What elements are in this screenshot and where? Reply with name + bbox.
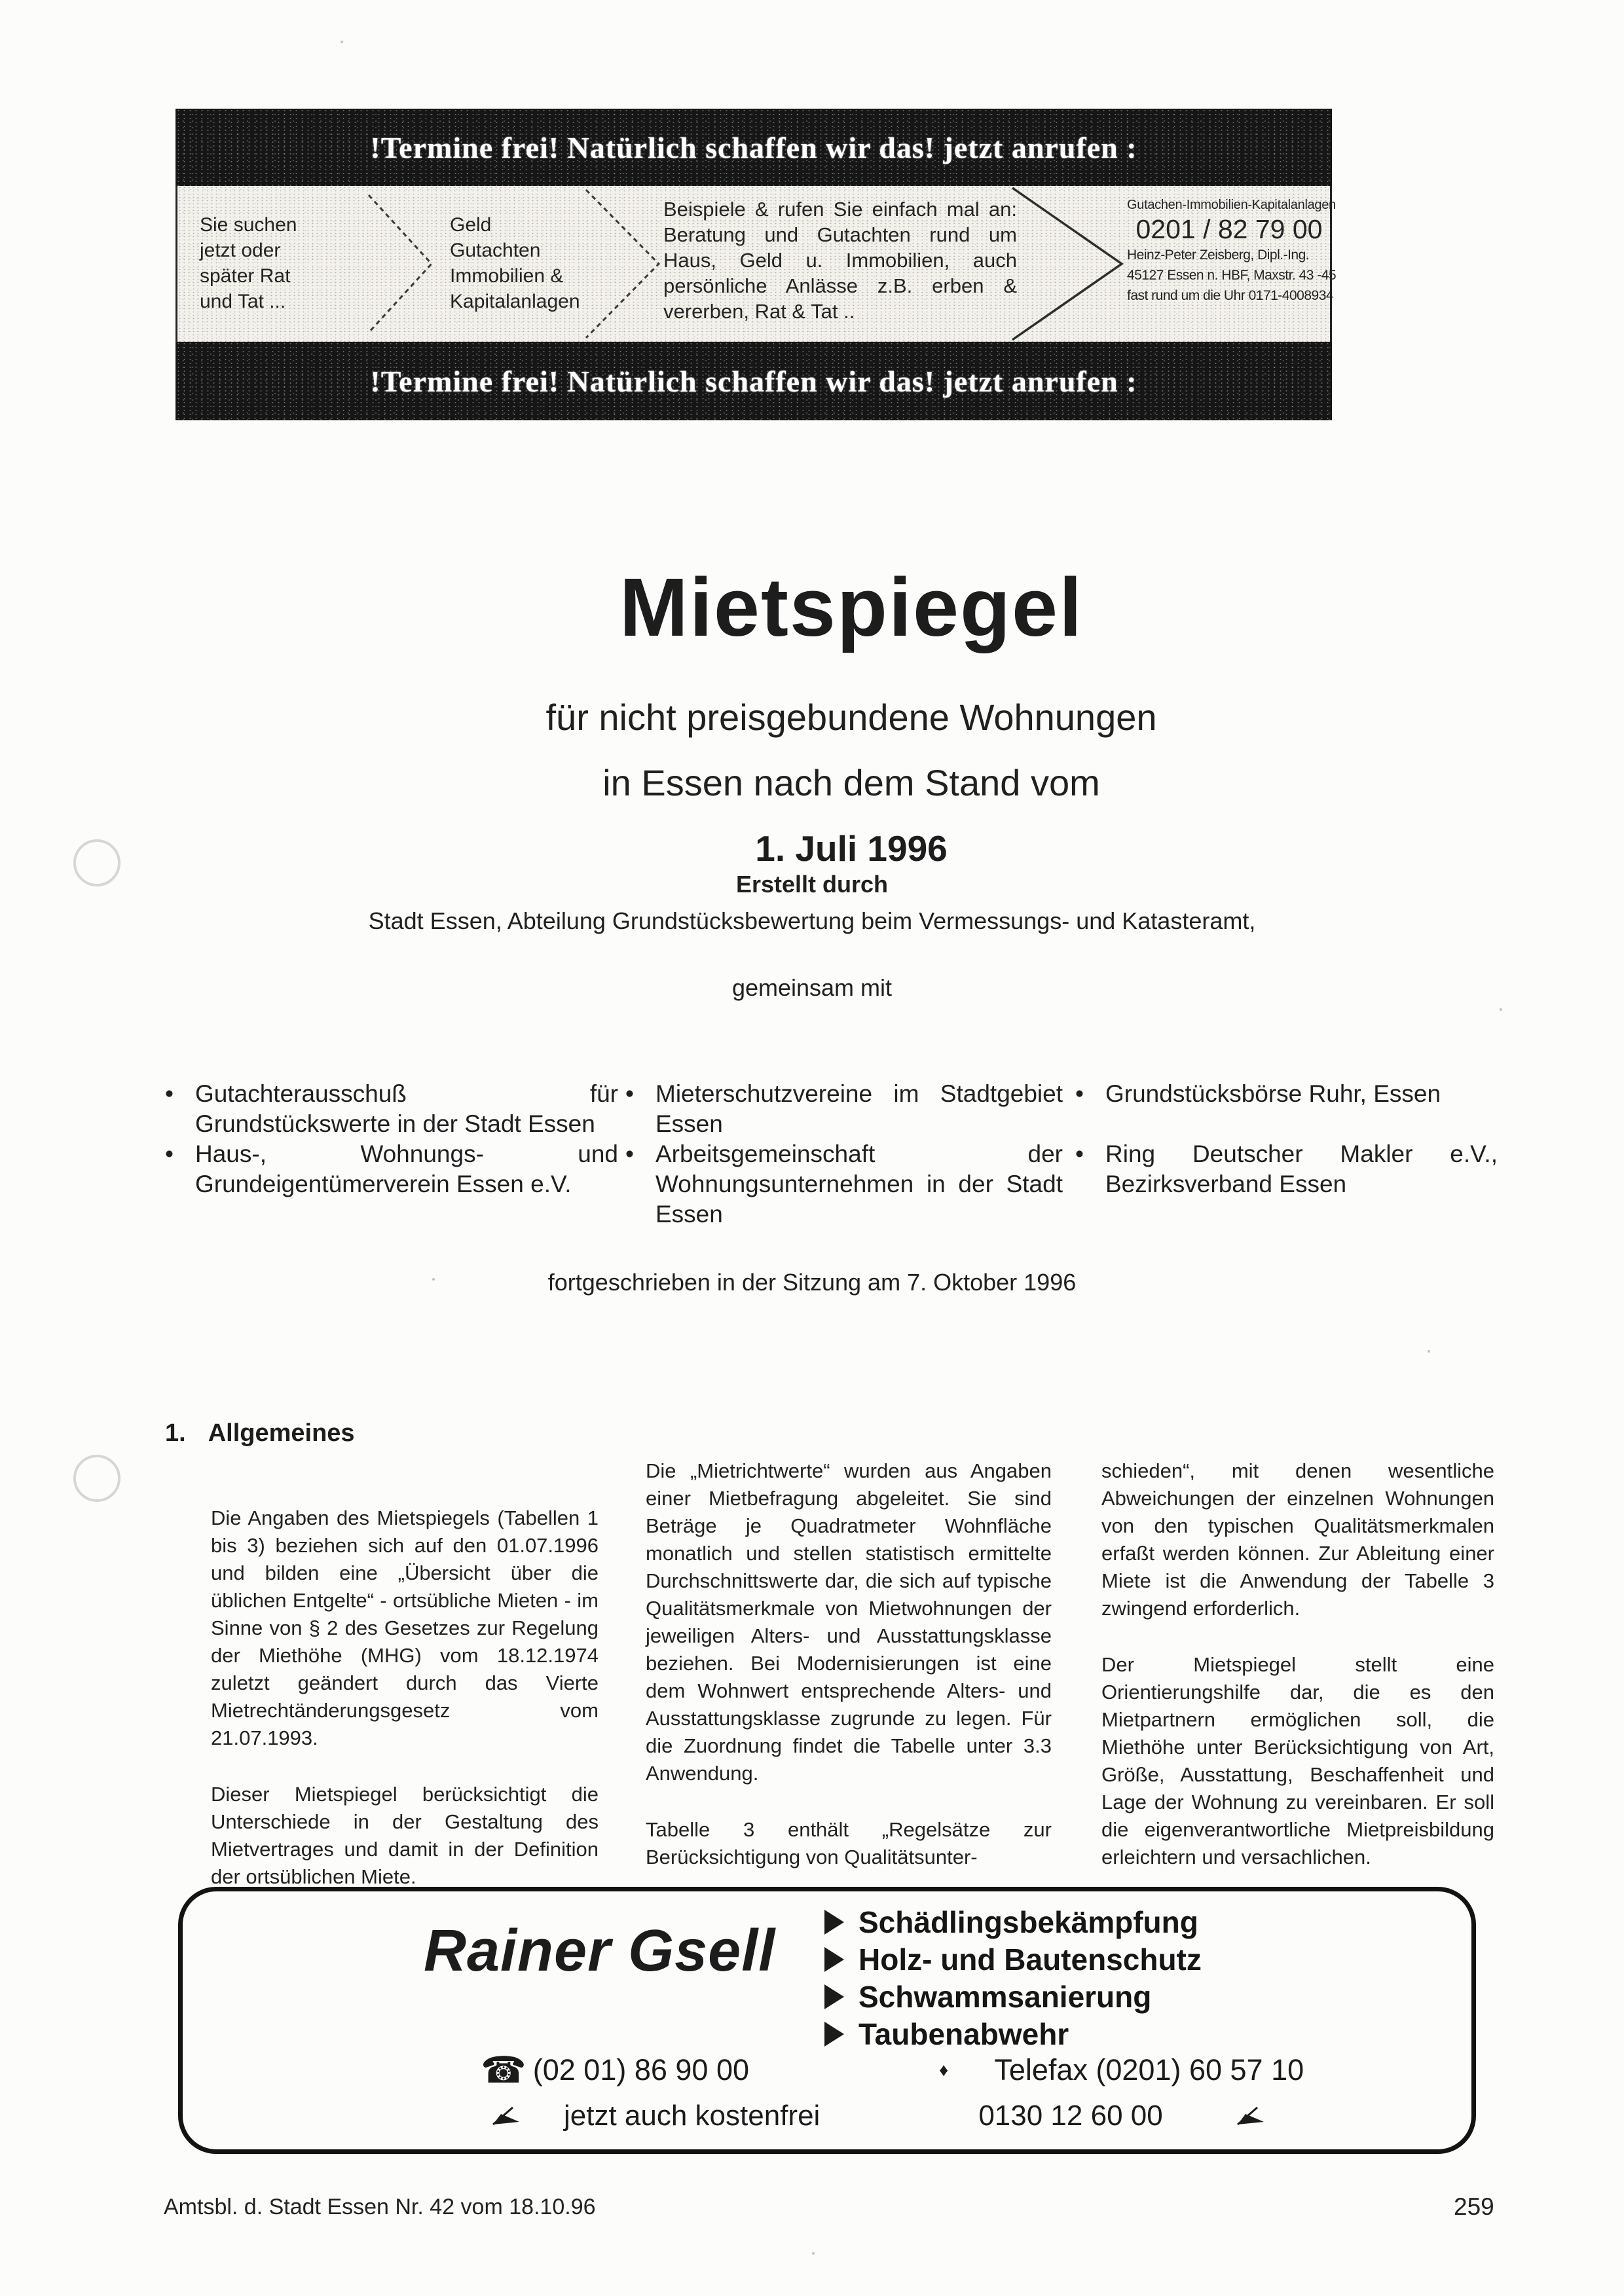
created-by-block: [0, 869, 1624, 1003]
ad-banner-text: !Termine frei! Natürlich schaffen wir das! jetzt anrufen :: [370, 130, 1137, 164]
scan-speck: [1428, 1350, 1430, 1353]
list-item: [1075, 1139, 1498, 1199]
list-item: [1075, 1079, 1498, 1109]
document-title: Mietspiegel: [619, 561, 1084, 653]
ad-segment-offer: [450, 212, 580, 314]
ad-segment-line: jetzt oder: [200, 240, 281, 261]
diamond-icon: ♦: [939, 2060, 949, 2080]
ad-segment-line: Immobilien &: [450, 265, 564, 287]
service-name: Schwammsanierung: [858, 1979, 1152, 2014]
arrow-bullet-icon: [824, 1947, 844, 1972]
created-by-joint: gemeinsam mit: [731, 974, 893, 1001]
bullet-icon: •: [165, 1080, 174, 1107]
list-item: [165, 1139, 618, 1199]
bullet-icon: •: [625, 1080, 634, 1107]
bullet-icon: •: [1075, 1140, 1084, 1167]
ad-segment-line: Geld: [450, 214, 492, 236]
paragraph: Tabelle 3 enthält „Regelsätze zur Berücksichtigung von Qualitätsunter-: [646, 1818, 1052, 1868]
section-number: 1.: [165, 1419, 186, 1447]
created-by-body: Stadt Essen, Abteilung Grundstücksbewertung beim Vermessungs- und Katasteramt,: [368, 907, 1256, 934]
ad-middle-strip: [175, 186, 1337, 342]
contact-row-phone: [481, 2049, 1304, 2092]
scan-speck: [341, 41, 343, 43]
pennant-icon: [490, 2105, 522, 2127]
footer-source: Amtsbl. d. Stadt Essen Nr. 42 vom 18.10.96: [164, 2195, 596, 2219]
ad-contact-header: Gutachen-Immobilien-Kapitalanlagen: [1127, 198, 1336, 212]
body-column-2: [646, 1457, 1052, 1900]
ad-contact-phone: 0201 / 82 79 00: [1135, 214, 1323, 244]
page-number: 259: [1454, 2193, 1494, 2220]
participant-name: Gutachterausschuß für Grundstückswerte in der Stadt Essen: [195, 1080, 618, 1137]
ad-segment-examples: Beispiele & rufen Sie einfach mal an: Beratung und Gutachten rund um Haus, Geld u. Immobilien, auch persönliche Anlässe z.B. erben & vererben, Rat & Tat ..: [663, 198, 1017, 323]
update-note: fortgeschrieben in der Sitzung am 7. Oktober 1996: [547, 1269, 1077, 1296]
scan-speck: [812, 2252, 815, 2255]
service-name: Holz- und Bautenschutz: [858, 1942, 1202, 1977]
list-item: [625, 1079, 1063, 1139]
arrow-bullet-icon: [824, 2022, 844, 2047]
paragraph: schieden“, mit denen wesentliche Abweichungen der einzelnen Wohnungen von den typischen Qualitätsmerkmalen erfaßt werden können. Zur Ableitung einer Miete ist die Anwendung der Tabelle 3 zwingend erforderlich.: [1101, 1459, 1494, 1620]
bullet-icon: •: [625, 1140, 634, 1167]
list-item: [165, 1079, 618, 1139]
created-by-heading: Erstellt durch: [735, 871, 889, 898]
participant-name: Ring Deutscher Makler e.V., Bezirksverband Essen: [1105, 1140, 1498, 1197]
service-name: Schädlingsbekämpfung: [858, 1904, 1198, 1939]
paragraph: Der Mietspiegel stellt eine Orientierungshilfe dar, die es den Mietpartnern ermöglichen soll, die Miethöhe unter Berücksichtigung von Art, Größe, Ausstattung, Beschaffenheit und Lage der Wohnung zu vereinbaren. Er soll die eigenverantwortliche Mietpreisbildung erleichtern und versachlichen.: [1101, 1653, 1494, 1868]
ad-banner-text: !Termine frei! Natürlich schaffen wir das! jetzt anrufen :: [370, 364, 1137, 398]
top-advertisement: [175, 109, 1337, 420]
list-item: [824, 1978, 1202, 2015]
participants-column-3: [1075, 1079, 1498, 1199]
chevron-divider-icon: [366, 191, 435, 337]
paragraph: Die „Mietrichtwerte“ wurden aus Angaben einer Mietbefragung abgeleitet. Sie sind Beträge je Quadratmeter Wohnfläche monatlich und stellen statistisch ermittelte Durchschnittswerte dar, die sich auf typische Qualitätsmerkmale von Mietwohnungen der jeweiligen Alters- und Ausstattungsklasse beziehen. Bei Modernisierungen ist eine dem Wohnwert entsprechende Alters- und Ausstattungsklasse zugrunde zu legen. Für die Zuordnung findet die Tabelle unter 3.3 Anwendung.: [646, 1459, 1052, 1785]
chevron-arrow-icon: [1010, 186, 1125, 342]
document-subtitle-date: 1. Juli 1996: [755, 828, 948, 869]
paragraph: Die Angaben des Mietspiegels (Tabellen 1 bis 3) beziehen sich auf den 01.07.1996 und bilden eine „Übersicht über die üblichen Entgelte“ - ortsübliche Mieten - im Sinne von § 2 des Gesetzes zur Regelung der Miethöhe (MHG) vom 18.12.1974 zuletzt geändert durch das Vierte Mietrechtänderungsgesetz vom 21.07.1993.: [211, 1506, 599, 1749]
arrow-bullet-icon: [824, 1910, 844, 1935]
title-block: [79, 562, 1624, 881]
ad-banner-bottom: [175, 342, 1332, 420]
service-name: Taubenabwehr: [858, 2016, 1069, 2051]
participant-name: Arbeitsgemeinschaft der Wohnungsunternehmen in der Stadt Essen: [655, 1140, 1063, 1228]
participants-column-2: [625, 1079, 1063, 1230]
body-column-3: [1101, 1457, 1494, 1900]
ad-contact-block: [1127, 198, 1337, 306]
bullet-icon: •: [165, 1140, 174, 1167]
fax-number: Telefax (0201) 60 57 10: [994, 2053, 1304, 2086]
phone-number: (02 01) 86 90 00: [532, 2053, 750, 2086]
section-heading: [165, 1419, 355, 1448]
ad-contact-address: 45127 Essen n. HBF, Maxstr. 43 -45: [1127, 268, 1337, 283]
ad-segment-seeking: [200, 212, 297, 314]
body-column-1: [211, 1504, 599, 1920]
participant-name: Mieterschutzvereine im Stadtgebiet Essen: [655, 1080, 1063, 1137]
participant-name: Grundstücksbörse Ruhr, Essen: [1105, 1080, 1441, 1107]
free-call-number: 0130 12 60 00: [978, 2100, 1163, 2132]
pennant-icon: [1235, 2105, 1266, 2127]
ad-banner-top: [175, 109, 1332, 186]
scan-speck: [1500, 1008, 1502, 1011]
ad-segment-line: und Tat ...: [200, 291, 286, 312]
paragraph: Dieser Mietspiegel berücksichtigt die Unterschiede in der Gestaltung des Mietvertrages und damit in der Definition der ortsüblichen Miete.: [211, 1783, 599, 1888]
document-subtitle: für nicht preisgebundene Wohnungen: [545, 697, 1157, 738]
bullet-icon: •: [1075, 1080, 1084, 1107]
company-name: Rainer Gsell: [424, 1918, 776, 1984]
services-list: [824, 1903, 1202, 2052]
ad-segment-line: Gutachten: [450, 240, 541, 261]
list-item: [625, 1139, 1063, 1230]
list-item: [824, 1941, 1202, 1978]
punch-hole: [73, 1455, 120, 1502]
section-title: Allgemeines: [208, 1419, 355, 1447]
ad-segment-line: Kapitalanlagen: [450, 291, 580, 312]
ad-segment-line: später Rat: [200, 265, 291, 287]
document-subtitle: in Essen nach dem Stand vom: [602, 762, 1100, 803]
bottom-advertisement: [178, 1887, 1476, 2154]
ad-contact-hours: fast rund um die Uhr 0171-4008934: [1127, 288, 1334, 303]
participants-column-1: [165, 1079, 618, 1199]
list-item: [824, 2015, 1202, 2052]
list-item: [824, 1903, 1202, 1941]
participant-name: Haus-, Wohnungs- und Grundeigentümerverein Essen e.V.: [195, 1140, 618, 1197]
ad-segment-line: Sie suchen: [200, 214, 297, 236]
ad-contact-name: Heinz-Peter Zeisberg, Dipl.-Ing.: [1127, 247, 1310, 263]
telephone-icon: ☎: [481, 2049, 526, 2090]
contact-row-free: [490, 2100, 1266, 2132]
chevron-divider-icon: [583, 187, 662, 340]
free-call-label: jetzt auch kostenfrei: [564, 2100, 821, 2132]
arrow-bullet-icon: [824, 1984, 844, 2009]
